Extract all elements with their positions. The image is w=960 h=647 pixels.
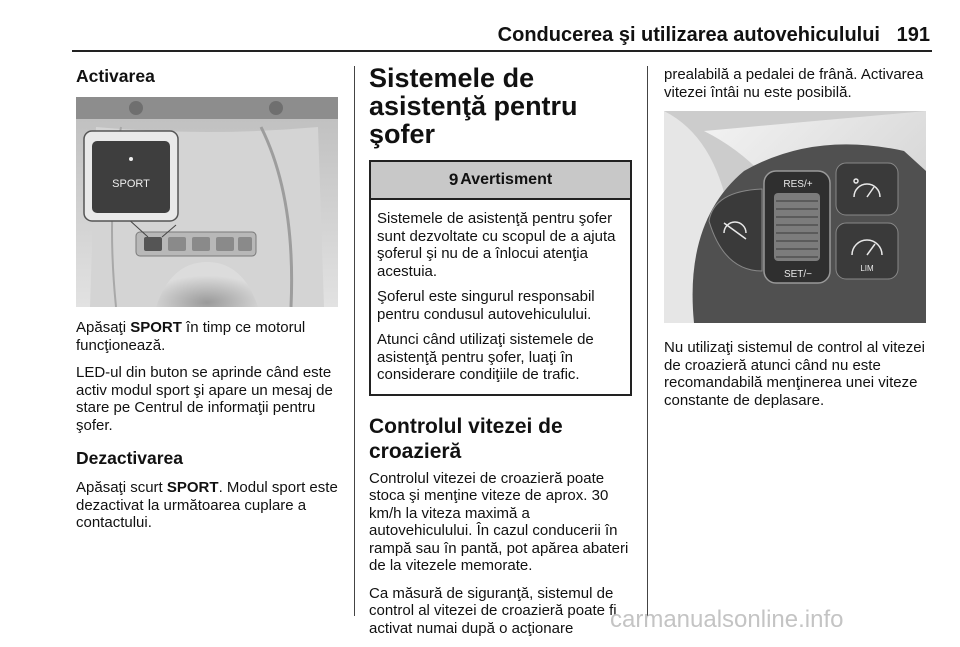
text: Apăsaţi xyxy=(76,319,131,336)
text: în timp ce motorul funcţionează. xyxy=(76,319,306,354)
running-header-title: Conducerea şi utilizarea autovehiculului xyxy=(497,24,880,46)
warning-paragraph: Sistemele de asistenţă pentru şofer sunt dezvoltate cu scopul de a ajuta şoferul şi nu de a înlocui atenţia acestuia. xyxy=(377,210,616,280)
set-label: SET/− xyxy=(783,269,813,280)
sport-button-photo xyxy=(76,97,338,307)
heading-activation: Activarea xyxy=(76,66,155,86)
text: Apăsaţi scurt xyxy=(76,479,167,496)
section-title-driver-assistance: Sistemele de asistenţă pentru şofer xyxy=(369,63,578,149)
warning-paragraph: Atunci când utilizaţi sistemele de asistenţă pentru şofer, luaţi în considerare condiţiile de trafic. xyxy=(377,331,594,383)
keyword-sport: SPORT xyxy=(130,319,182,336)
warning-title: Avertisment xyxy=(460,171,553,189)
sport-label: SPORT xyxy=(112,178,150,190)
res-label: RES/+ xyxy=(783,179,813,190)
lim-label: LIM xyxy=(860,264,874,273)
paragraph-do-not-use: Nu utilizaţi sistemul de control al vitezei de croazieră atunci când nu este recomandabilă menţinerea unei viteze constante de deplasare. xyxy=(664,339,925,409)
warning-header xyxy=(371,162,630,200)
text: . Modul sport este dezactivat la următoarea cuplare a contactului. xyxy=(76,479,338,531)
column-divider-2 xyxy=(647,66,648,616)
paragraph-cruise-speed: Controlul vitezei de croazieră poate stoca şi menţine viteze de aprox. 30 km/h la viteza maximă a autovehiculului. În cazul conducerii în rampă sau în pantă, pot apărea abateri de la vitezele memorate. xyxy=(369,469,629,574)
paragraph-safety: Ca măsură de siguranţă, sistemul de control al vitezei de croazieră poate fi activat numai după o acţionare xyxy=(369,584,617,637)
keyword-sport: SPORT xyxy=(166,479,219,496)
column-1 xyxy=(76,66,344,542)
page-number: 191 xyxy=(896,24,930,46)
paragraph-press-sport xyxy=(76,319,344,354)
column-divider-1 xyxy=(354,66,355,616)
warning-body xyxy=(371,200,630,394)
watermark: carmanualsonline.info xyxy=(610,606,844,633)
column-3 xyxy=(664,66,929,419)
header-rule xyxy=(72,50,932,52)
subheading-cruise-control: Controlul vitezei de croazieră xyxy=(369,414,563,463)
warning-paragraph: Şoferul este singurul responsabil pentru condusul autovehiculului. xyxy=(377,288,595,323)
paragraph-led: LED-ul din buton se aprinde când este activ modul sport şi apare un mesaj de stare pe Centrul de informaţii pentru şofer. xyxy=(76,364,333,434)
warning-icon: 9 xyxy=(448,170,459,190)
warning-box xyxy=(369,160,632,396)
heading-deactivation: Dezactivarea xyxy=(76,448,184,468)
column-2 xyxy=(369,64,634,647)
steering-wheel-controls-photo xyxy=(664,111,926,323)
paragraph-brake: prealabilă a pedalei de frână. Activarea vitezei întâi nu este posibilă. xyxy=(664,66,924,101)
paragraph-short-press xyxy=(76,479,344,532)
